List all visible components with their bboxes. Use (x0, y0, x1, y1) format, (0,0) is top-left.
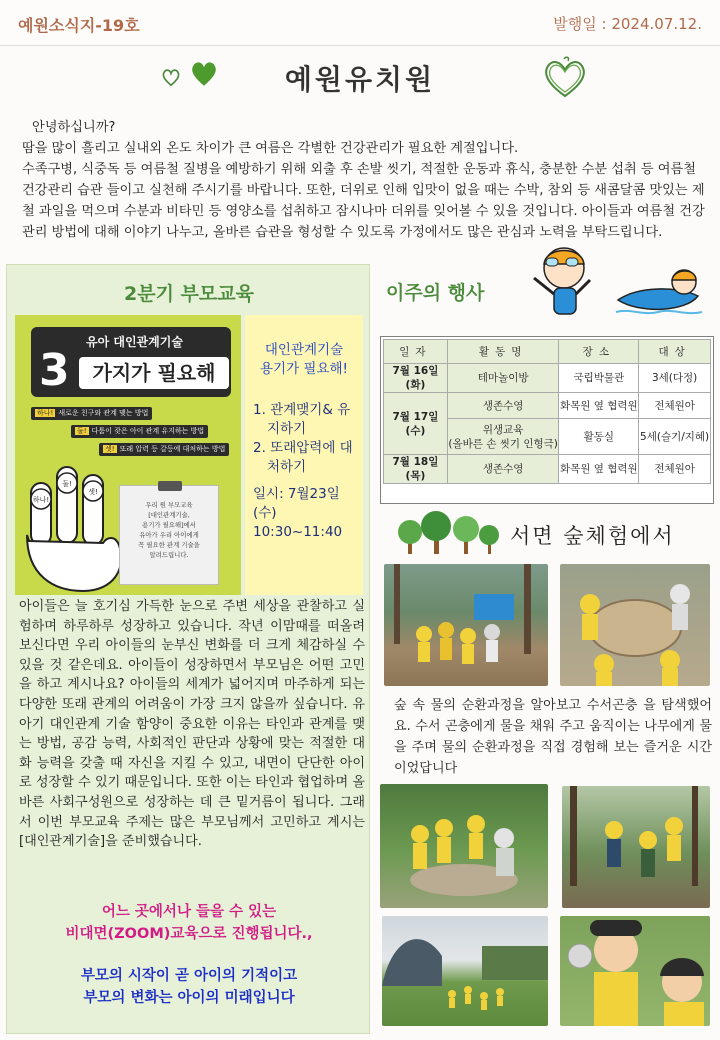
info-heading-line-1: 대인관계기술 (264, 342, 344, 358)
poster-tag-text: 다툼이 잦은 아이 관계 유지하는 방법 (91, 427, 205, 435)
forest-header (392, 510, 712, 558)
poster-big-number: 3 (39, 345, 70, 396)
issue-label: 예원소식지-19호 (18, 16, 140, 35)
events-table (383, 339, 711, 484)
event-activity: 생존수영 (447, 455, 559, 484)
forest-description: 숲 속 물의 순환과정을 알아보고 수서곤충 을 탐색했어요. 수서 곤충에게 물을 채워 주고 움직이는 나무에게 물을 주며 물의 순환과정을 직접 경험해 보는 즐거운 시간이었답니다 (394, 698, 712, 776)
school-name: 예원유치원 (284, 63, 436, 96)
info-topic-item: 1. 관계맺기& 유지하기 (253, 402, 351, 437)
finger-label-1: 하나! (32, 496, 50, 504)
info-heading (245, 341, 363, 379)
table-header-row (384, 340, 711, 364)
poster-clipboard-card (119, 485, 219, 585)
events-table-frame (380, 336, 714, 504)
trees-icon (392, 510, 502, 556)
header-bar (0, 0, 720, 46)
poster-tag-text: 또래 압력 등 갈등에 대처하는 방법 (119, 445, 226, 453)
forest-photo-3 (380, 784, 548, 908)
event-date: 7월 16일(화) (384, 364, 448, 393)
zoom-notice-line-1: 어느 곳에서나 들을 수 있는 (101, 904, 277, 920)
poster-tag-key: 둘! (77, 427, 87, 435)
clipboard-clip-icon (158, 481, 182, 491)
forest-photo-4 (562, 786, 710, 908)
forest-photo-5 (382, 916, 548, 1026)
poster-tag-key: 셋! (105, 445, 115, 453)
info-date: 일시: 7월23일(수) (253, 486, 340, 521)
closing-message-line-2: 부모의 변화는 아이의 미래입니다 (83, 990, 295, 1006)
poster-banner-top: 유아 대인관계기술 (86, 335, 183, 349)
zoom-notice (7, 901, 371, 945)
event-activity: 생존수영 (447, 393, 559, 419)
event-target: 5세(슬기/지혜) (639, 419, 711, 455)
column-header: 일자 (384, 340, 448, 364)
closing-message-line-1: 부모의 시작이 곧 아이의 기적이고 (80, 968, 298, 984)
event-date: 7월 18일(목) (384, 455, 448, 484)
poster-tag-3 (99, 443, 229, 456)
event-place: 화목원 옆 협력원 (559, 455, 639, 484)
column-header: 장소 (559, 340, 639, 364)
greeting: 안녕하십니까? (32, 120, 116, 135)
parent-education-body: 아이들은 늘 호기심 가득한 눈으로 주변 세상을 관찰하고 실험하며 하루하루 성장하고 있습니다. 작년 이맘때를 떠올려 보신다면 우리 아이들의 눈부신 변화를 더 크게 체감하실 수 있을 것 같은데요. 아이들이 성장하면서 부모님은 어떤 고민을 하고 계시나요? 아이들의 세계가 넓어지며 마주하게 되는 다양한 또래 관계의 어려움이 가장 크지 않을까 싶습니다. 유아기 대인관계 기술 함양이 중요한 이유는 타인과 관계를 맺는 방법, 공감 능력, 사회적인 판단과 상황에 맞는 적절한 대화 능력을 갖출 때 자신을 지킬 수 있고, 내면이 단단한 아이로 성장할 수 있기 때문입니다. 또한 이는 타인과 협업하며 올바른 사회구성원으로 성장하는 데 큰 밑거름이 됩니다. 그래서 이번 부모교육 주제는 많은 부모님께서 고민하고 계시는 [대인관계기술]을 준비했습니다. (19, 599, 365, 850)
title-row (0, 50, 720, 110)
event-target: 전체원아 (639, 455, 711, 484)
intro-paragraph-1: 땀을 많이 흘리고 실내외 온도 차이가 큰 여름은 각별한 건강관리가 필요한 계절입니다. (22, 141, 519, 156)
info-topic-item: 2. 또래압력에 대처하기 (253, 440, 353, 475)
card-line: 꼭 필요한 관계 기술을 (138, 541, 200, 549)
poster-tag-1 (31, 407, 152, 420)
event-target: 전체원아 (639, 393, 711, 419)
column-header: 대상 (639, 340, 711, 364)
poster-tag-2 (71, 425, 208, 438)
publication-date: 발행일 : 2024.07.12. (553, 15, 702, 33)
table-row (384, 455, 711, 484)
event-place: 활동실 (559, 419, 639, 455)
doodle-heart-icon (540, 54, 590, 100)
event-activity: 위생교육 (올바른 손 씻기 인형극) (447, 419, 559, 455)
card-line: 알려드립니다. (149, 551, 189, 559)
table-row (384, 393, 711, 419)
finger-label-3: 셋! (88, 488, 98, 496)
event-date: 7월 17일(수) (384, 393, 448, 455)
poster-banner (31, 327, 231, 397)
poster-banner-main: 가지가 필요해 (79, 357, 229, 389)
info-time: 10:30~11:40 (253, 524, 343, 540)
card-line: 유아가 우리 아이에게 (139, 531, 199, 539)
forest-photo-1 (384, 564, 548, 686)
event-activity: 테마놀이방 (447, 364, 559, 393)
forest-photo-6 (560, 916, 710, 1026)
column-header: 활동명 (447, 340, 559, 364)
forest-photo-2 (560, 564, 710, 686)
info-schedule (253, 485, 363, 542)
event-place: 국립박물관 (559, 364, 639, 393)
poster-tag-key: 하나! (37, 409, 54, 417)
education-poster (15, 315, 241, 595)
table-row (384, 364, 711, 393)
intro-paragraph-2: 수족구병, 식중독 등 여름철 질병을 예방하기 위해 외출 후 손발 씻기, 적절한 운동과 휴식, 충분한 수분 섭취 등 여름철 건강관리 습관 들이고 실천해 주시기를 바랍니다. 또한, 더위로 인해 입맛이 없을 때는 수박, 참외 등 새콤달콤 맛있는 제철 과일을 먹으며 수분과 비타민 등 영양소를 섭취하고 잠시나마 더위를 잊어볼 수 있을 것입니다. 아이들과 여름철 건강관리 방법에 대해 이야기 나누고, 올바른 습관을 형성할 수 있도록 가정에서도 많은 관심과 노력을 부탁드립니다. (22, 162, 705, 240)
card-line: [대인관계기술, (148, 511, 190, 519)
education-info-box (245, 315, 363, 595)
events-title: 이주의 행사 (386, 282, 485, 304)
finger-label-2: 둘! (62, 480, 72, 488)
card-line: 용기가 필요해]에서 (142, 521, 196, 529)
card-line: 우리 원 부모교육 (145, 501, 193, 509)
event-target: 3세(다정) (639, 364, 711, 393)
info-topic-list (253, 401, 363, 477)
zoom-notice-line-2: 비대면(ZOOM)교육으로 진행됩니다., (65, 926, 313, 942)
poster-tag-text: 새로운 친구와 관계 맺는 방법 (58, 409, 149, 417)
forest-title: 서면 숲체험에서 (510, 524, 675, 548)
parent-education-title: 2분기 부모교육 (124, 283, 254, 305)
swimmer-illustration (520, 238, 710, 324)
closing-message (7, 965, 371, 1009)
event-place: 화목원 옆 협력원 (559, 393, 639, 419)
parent-education-panel (6, 264, 370, 1034)
info-heading-line-2: 용기가 필요해! (260, 361, 348, 377)
intro-text (22, 117, 710, 243)
three-fingers-hand-icon (23, 465, 133, 593)
